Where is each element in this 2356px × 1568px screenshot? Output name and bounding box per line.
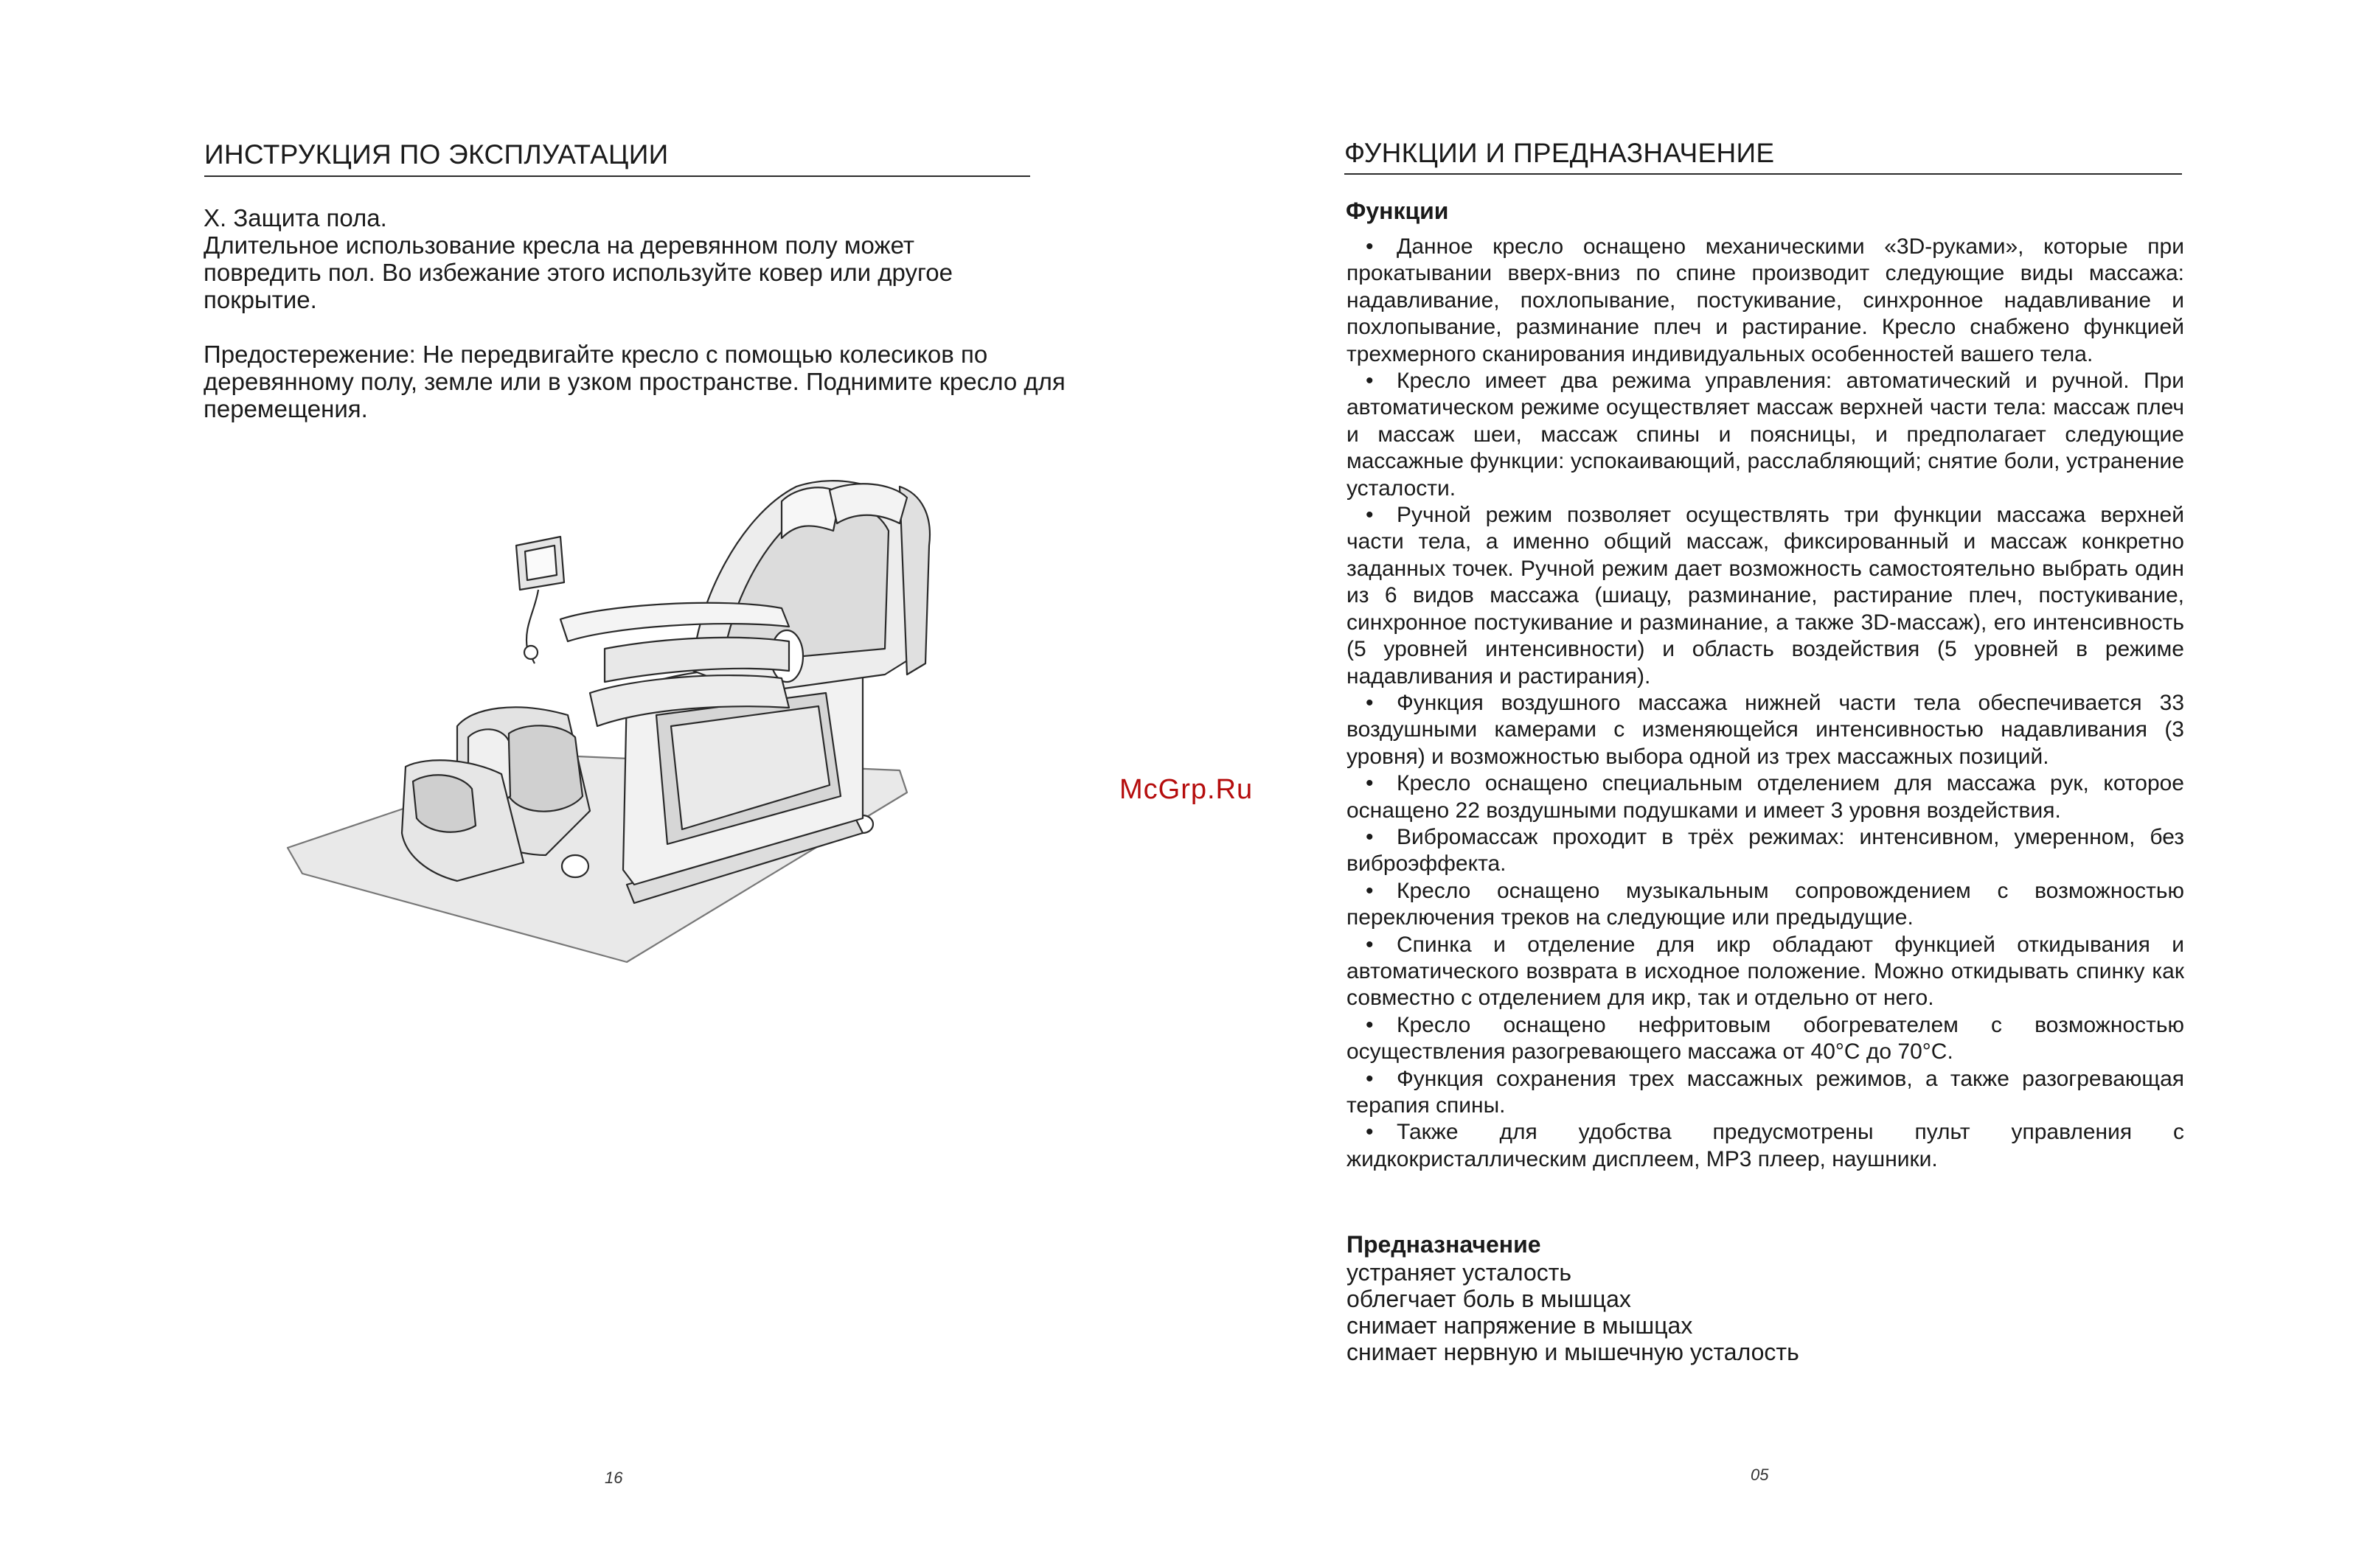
purpose-heading: Предназначение bbox=[1346, 1231, 1541, 1258]
right-page-header: ФУНКЦИИ И ПРЕДНАЗНАЧЕНИЕ bbox=[1344, 138, 1775, 168]
list-item: • Кресло оснащено специальным отделением для массажа рук, которое оснащено 22 воздушными подушками и имеет 3 уровня воздействия. bbox=[1346, 771, 2184, 823]
bullet-icon: • bbox=[1366, 503, 1374, 528]
bullet-icon: • bbox=[1366, 878, 1374, 903]
warning-paragraph: Предостережение: Не передвигайте кресло с помощью колесиков по деревянному полу, земле или в узком пространстве. Поднимите кресло для перемещения. bbox=[204, 341, 1066, 422]
list-item: • Кресло оснащено нефритовым обогревателем с возможностью осуществления разогревающего массажа от 40°С до 70°С. bbox=[1346, 1012, 2184, 1065]
functions-heading: Функции bbox=[1346, 198, 1449, 224]
bullet-icon: • bbox=[1366, 771, 1374, 796]
functions-list bbox=[1346, 234, 2184, 1173]
list-item: • Ручной режим позволяет осуществлять три функции массажа верхней части тела, а именно общий массаж, фиксированный и массаж конкретно заданных точек. Ручной режим дает возможность самостоятельно выбрать один из 6 видов массажа (шиацу, разминание, растирание плеч, постукивание, синхронное постукивание и разминание, а также 3D-массаж), его интенсивность (5 уровней интенсивности) и область воздействия (5 уровней в режиме надавливания и растирания). bbox=[1346, 503, 2184, 689]
list-item: • Кресло оснащено музыкальным сопровождением с возможностью переключения треков на следующие или предыдущие. bbox=[1346, 878, 2184, 930]
purpose-item: устраняет усталость bbox=[1346, 1259, 1572, 1286]
bullet-icon: • bbox=[1366, 824, 1374, 849]
massage-chair-illustration bbox=[280, 472, 988, 973]
right-page-number: 05 bbox=[1751, 1466, 1769, 1484]
list-item: • Функция сохранения трех массажных режимов, а также разогревающая терапия спины. bbox=[1346, 1066, 2184, 1118]
list-item: • Функция воздушного массажа нижней части тела обеспечивается 33 воздушными камерами с изменяющейся интенсивностью надавливания (3 уровня) и возможностью выбора одной из трех массажных позиций. bbox=[1346, 690, 2184, 769]
bullet-icon: • bbox=[1366, 932, 1374, 957]
left-page-number: 16 bbox=[605, 1468, 623, 1487]
bullet-icon: • bbox=[1366, 1120, 1374, 1145]
list-item: • Спинка и отделение для икр обладают функцией откидывания и автоматического возврата в исходное положение. Можно откидывать спинку как совместно с отделением для икр, так и отдельно от него. bbox=[1346, 932, 2184, 1011]
watermark-text: McGrp.Ru bbox=[1119, 774, 1254, 805]
bullet-icon: • bbox=[1366, 1012, 1374, 1037]
purpose-list bbox=[1346, 1259, 1799, 1365]
right-header-rule bbox=[1344, 173, 2182, 175]
bullet-icon: • bbox=[1366, 369, 1374, 394]
left-header-rule bbox=[204, 175, 1030, 177]
purpose-item: снимает напряжение в мышцах bbox=[1346, 1312, 1693, 1339]
bullet-icon: • bbox=[1366, 1066, 1374, 1091]
left-page-header: ИНСТРУКЦИЯ ПО ЭКСПЛУАТАЦИИ bbox=[204, 139, 669, 170]
purpose-item: снимает нервную и мышечную усталость bbox=[1346, 1339, 1799, 1365]
bullet-icon: • bbox=[1366, 234, 1374, 259]
section-title: X. Защита пола. bbox=[204, 204, 387, 231]
list-item: • Вибромассаж проходит в трёх режимах: интенсивном, умеренном, без виброэффекта. bbox=[1346, 824, 2184, 877]
bullet-icon: • bbox=[1366, 690, 1374, 715]
list-item: • Данное кресло оснащено механическими «3D-руками», которые при прокатывании вверх-вниз по спине производит следующие виды массажа: надавливание, похлопывание, постукивание, синхронное надавливание и похлопывание, разминание плеч и растирание. Кресло снабжено функцией трехмерного сканирования индивидуальных особенностей вашего тела. bbox=[1346, 234, 2184, 366]
list-item: • Кресло имеет два режима управления: автоматический и ручной. При автоматическом режиме осуществляет массаж верхней части тела: массаж плеч и массаж шеи, массаж спины и поясницы, и предполагает следующие массажные функции: успокаивающий, расслабляющий; снятие боли, устранение усталости. bbox=[1346, 369, 2184, 501]
purpose-item: облегчает боль в мышцах bbox=[1346, 1286, 1631, 1312]
left-body bbox=[204, 204, 1074, 422]
floor-paragraph: Длительное использование кресла на деревянном полу может повредить пол. Во избежание этого используйте ковер или другое покрытие. bbox=[204, 231, 953, 313]
list-item: • Также для удобства предусмотрены пульт управления с жидкокристаллическим дисплеем, МР3 плеер, наушники. bbox=[1346, 1120, 2184, 1171]
